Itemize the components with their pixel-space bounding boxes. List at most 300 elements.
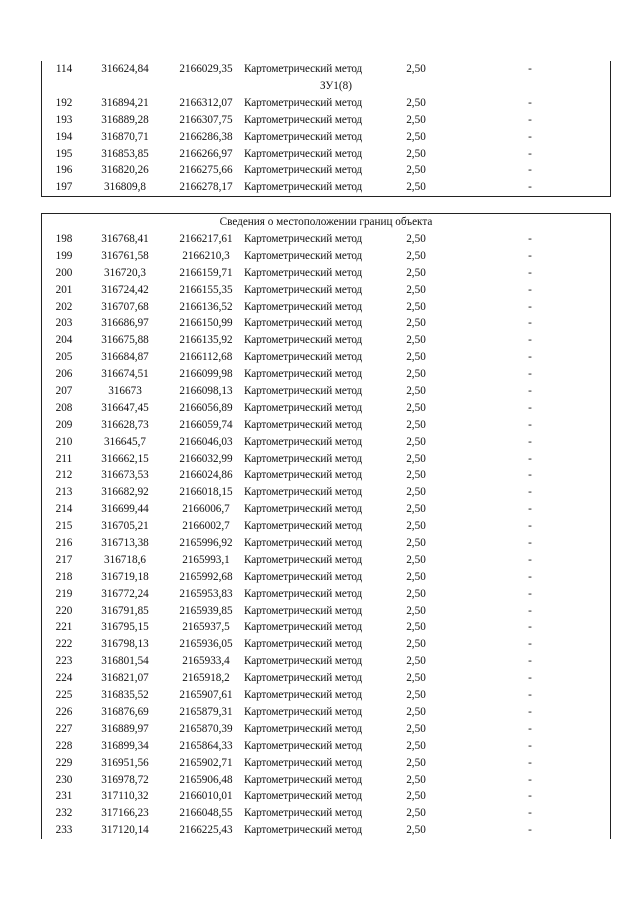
empty-dash: - bbox=[528, 147, 532, 160]
precision-value: 2,50 bbox=[406, 283, 426, 296]
coordinate-x: 316720,3 bbox=[104, 266, 146, 279]
empty-dash: - bbox=[528, 317, 532, 330]
determination-method: Картометрический метод bbox=[244, 486, 363, 499]
empty-dash: - bbox=[528, 469, 532, 482]
point-number: 224 bbox=[55, 672, 73, 685]
coordinate-y: 2166002,7 bbox=[182, 520, 230, 533]
empty-dash: - bbox=[528, 96, 532, 109]
table-row bbox=[42, 619, 610, 636]
table-row bbox=[42, 738, 610, 755]
precision-value: 2,50 bbox=[406, 824, 426, 837]
table-row bbox=[42, 315, 610, 332]
empty-dash: - bbox=[528, 113, 532, 126]
coordinate-x: 316809,8 bbox=[104, 181, 146, 194]
empty-dash: - bbox=[528, 773, 532, 786]
precision-value: 2,50 bbox=[406, 773, 426, 786]
precision-value: 2,50 bbox=[406, 739, 426, 752]
point-number: 196 bbox=[55, 164, 73, 177]
coordinate-x: 316718,6 bbox=[104, 553, 146, 566]
determination-method: Картометрический метод bbox=[244, 164, 363, 177]
coordinate-x: 317120,14 bbox=[101, 824, 149, 837]
determination-method: Картометрический метод bbox=[244, 621, 363, 634]
table-row bbox=[42, 569, 610, 586]
coordinate-y: 2166150,99 bbox=[179, 317, 233, 330]
empty-dash: - bbox=[528, 334, 532, 347]
precision-value: 2,50 bbox=[406, 164, 426, 177]
point-number: 232 bbox=[55, 807, 73, 820]
coordinate-x: 316761,58 bbox=[101, 249, 149, 262]
coordinate-y: 2165936,05 bbox=[179, 638, 233, 651]
point-number: 231 bbox=[55, 790, 73, 803]
point-number: 225 bbox=[55, 689, 73, 702]
point-number: 198 bbox=[55, 233, 73, 245]
coordinate-y: 2165907,61 bbox=[179, 689, 233, 702]
precision-value: 2,50 bbox=[406, 655, 426, 668]
determination-method: Картометрический метод bbox=[244, 233, 363, 245]
determination-method: Картометрический метод bbox=[244, 756, 363, 769]
point-number: 219 bbox=[55, 587, 73, 600]
determination-method: Картометрический метод bbox=[244, 469, 363, 482]
precision-value: 2,50 bbox=[406, 469, 426, 482]
coordinate-x: 316724,42 bbox=[101, 283, 149, 296]
empty-dash: - bbox=[528, 300, 532, 313]
empty-dash: - bbox=[528, 705, 532, 718]
precision-value: 2,50 bbox=[406, 96, 426, 109]
precision-value: 2,50 bbox=[406, 147, 426, 160]
coordinate-x: 316889,28 bbox=[101, 113, 149, 126]
coordinate-x: 316647,45 bbox=[101, 401, 149, 414]
empty-dash: - bbox=[528, 385, 532, 398]
determination-method: Картометрический метод bbox=[244, 266, 363, 279]
coordinates-table-part-1 bbox=[41, 61, 611, 197]
table-row bbox=[42, 434, 610, 451]
precision-value: 2,50 bbox=[406, 385, 426, 398]
coordinate-y: 2165953,83 bbox=[179, 587, 233, 600]
determination-method: Картометрический метод bbox=[244, 249, 363, 262]
determination-method: Картометрический метод bbox=[244, 96, 363, 109]
point-number: 218 bbox=[55, 570, 73, 583]
table-row bbox=[42, 670, 610, 687]
empty-dash: - bbox=[528, 164, 532, 177]
coordinate-x: 316772,24 bbox=[101, 587, 149, 600]
determination-method: Картометрический метод bbox=[244, 300, 363, 313]
table-row bbox=[42, 636, 610, 653]
coordinate-y: 2165939,85 bbox=[179, 604, 233, 617]
coordinate-x: 316821,07 bbox=[101, 672, 149, 685]
coordinate-y: 2166018,15 bbox=[179, 486, 233, 499]
point-number: 227 bbox=[55, 722, 73, 735]
table-row bbox=[42, 112, 610, 129]
empty-dash: - bbox=[528, 722, 532, 735]
empty-dash: - bbox=[528, 520, 532, 533]
precision-value: 2,50 bbox=[406, 756, 426, 769]
point-number: 215 bbox=[55, 520, 73, 533]
determination-method: Картометрический метод bbox=[244, 705, 363, 718]
precision-value: 2,50 bbox=[406, 300, 426, 313]
precision-value: 2,50 bbox=[406, 705, 426, 718]
empty-dash: - bbox=[528, 587, 532, 600]
table-row bbox=[42, 535, 610, 552]
point-number: 197 bbox=[55, 181, 73, 194]
determination-method: Картометрический метод bbox=[244, 604, 363, 617]
coordinate-y: 2166286,38 bbox=[179, 130, 233, 143]
point-number: 229 bbox=[55, 756, 73, 769]
coordinate-x: 317110,32 bbox=[101, 790, 149, 803]
precision-value: 2,50 bbox=[406, 452, 426, 465]
coordinate-x: 316876,69 bbox=[101, 705, 149, 718]
table-row bbox=[42, 265, 610, 282]
coordinate-y: 2166006,7 bbox=[182, 503, 230, 516]
empty-dash: - bbox=[528, 249, 532, 262]
table-row bbox=[42, 162, 610, 179]
precision-value: 2,50 bbox=[406, 181, 426, 194]
empty-dash: - bbox=[528, 266, 532, 279]
point-number: 216 bbox=[55, 537, 73, 550]
coordinate-y: 2166056,89 bbox=[179, 401, 233, 414]
table-row bbox=[42, 704, 610, 721]
determination-method: Картометрический метод bbox=[244, 722, 363, 735]
determination-method: Картометрический метод bbox=[244, 503, 363, 516]
table-row bbox=[42, 349, 610, 366]
table-row bbox=[42, 95, 610, 112]
coordinate-x: 316835,52 bbox=[101, 689, 149, 702]
precision-value: 2,50 bbox=[406, 672, 426, 685]
coordinate-x: 316684,87 bbox=[101, 351, 149, 364]
coordinate-x: 316673 bbox=[108, 385, 142, 398]
coordinate-x: 316699,44 bbox=[101, 503, 149, 516]
point-number: 114 bbox=[55, 63, 73, 75]
coordinate-y: 2165879,31 bbox=[179, 705, 233, 718]
table-row bbox=[42, 755, 610, 772]
table-row bbox=[42, 332, 610, 349]
empty-dash: - bbox=[528, 570, 532, 583]
coordinate-y: 2166278,17 bbox=[179, 181, 233, 194]
point-number: 213 bbox=[55, 486, 73, 499]
empty-dash: - bbox=[528, 739, 532, 752]
precision-value: 2,50 bbox=[406, 503, 426, 516]
point-number: 226 bbox=[55, 705, 73, 718]
coordinate-y: 2166010,01 bbox=[179, 790, 233, 803]
point-number: 221 bbox=[55, 621, 73, 634]
table-row bbox=[42, 129, 610, 146]
coordinate-y: 2166217,61 bbox=[179, 233, 233, 245]
coordinate-x: 316820,26 bbox=[101, 164, 149, 177]
determination-method: Картометрический метод bbox=[244, 520, 363, 533]
determination-method: Картометрический метод bbox=[244, 317, 363, 330]
table-row bbox=[42, 383, 610, 400]
determination-method: Картометрический метод bbox=[244, 570, 363, 583]
empty-dash: - bbox=[528, 824, 532, 837]
point-number: 223 bbox=[55, 655, 73, 668]
precision-value: 2,50 bbox=[406, 233, 426, 245]
table-row bbox=[42, 721, 610, 738]
coordinate-x: 316707,68 bbox=[101, 300, 149, 313]
determination-method: Картометрический метод bbox=[244, 181, 363, 194]
precision-value: 2,50 bbox=[406, 249, 426, 262]
empty-dash: - bbox=[528, 486, 532, 499]
coordinate-y: 2166059,74 bbox=[179, 418, 233, 431]
empty-dash: - bbox=[528, 435, 532, 448]
empty-dash: - bbox=[528, 452, 532, 465]
empty-dash: - bbox=[528, 807, 532, 820]
empty-dash: - bbox=[528, 130, 532, 143]
coordinate-y: 2166024,86 bbox=[179, 469, 233, 482]
point-number: 192 bbox=[55, 96, 73, 109]
determination-method: Картометрический метод bbox=[244, 689, 363, 702]
determination-method: Картометрический метод bbox=[244, 351, 363, 364]
empty-dash: - bbox=[528, 689, 532, 702]
coordinate-y: 2165993,1 bbox=[182, 553, 230, 566]
coordinate-y: 2165906,48 bbox=[179, 773, 233, 786]
point-number: 210 bbox=[55, 435, 73, 448]
point-number: 233 bbox=[55, 824, 73, 837]
coordinate-y: 2166155,35 bbox=[179, 283, 233, 296]
table-row bbox=[42, 61, 610, 78]
determination-method: Картометрический метод bbox=[244, 537, 363, 550]
empty-dash: - bbox=[528, 537, 532, 550]
table-row bbox=[42, 231, 610, 248]
coordinate-x: 316686,97 bbox=[101, 317, 149, 330]
coordinate-x: 316768,41 bbox=[101, 233, 149, 245]
coordinate-x: 316682,92 bbox=[101, 486, 149, 499]
coordinate-y: 2166210,3 bbox=[182, 249, 230, 262]
coordinate-x: 316795,15 bbox=[101, 621, 149, 634]
point-number: 195 bbox=[55, 147, 73, 160]
precision-value: 2,50 bbox=[406, 520, 426, 533]
precision-value: 2,50 bbox=[406, 113, 426, 126]
point-number: 203 bbox=[55, 317, 73, 330]
empty-dash: - bbox=[528, 553, 532, 566]
table-row bbox=[42, 417, 610, 434]
point-number: 214 bbox=[55, 503, 73, 516]
coordinate-x: 316894,21 bbox=[101, 96, 149, 109]
empty-dash: - bbox=[528, 368, 532, 381]
coordinate-y: 2166136,52 bbox=[179, 300, 233, 313]
empty-dash: - bbox=[528, 418, 532, 431]
determination-method: Картометрический метод bbox=[244, 807, 363, 820]
empty-dash: - bbox=[528, 181, 532, 194]
determination-method: Картометрический метод bbox=[244, 452, 363, 465]
determination-method: Картометрический метод bbox=[244, 283, 363, 296]
coordinate-x: 316675,88 bbox=[101, 334, 149, 347]
coordinate-y: 2166135,92 bbox=[179, 334, 233, 347]
point-number: 199 bbox=[55, 249, 73, 262]
point-number: 206 bbox=[55, 368, 73, 381]
table-row bbox=[42, 299, 610, 316]
determination-method: Картометрический метод bbox=[244, 773, 363, 786]
table-row bbox=[42, 788, 610, 805]
determination-method: Картометрический метод bbox=[244, 334, 363, 347]
coordinate-y: 2165918,2 bbox=[182, 672, 230, 685]
table-row bbox=[42, 501, 610, 518]
precision-value: 2,50 bbox=[406, 537, 426, 550]
empty-dash: - bbox=[528, 655, 532, 668]
point-number: 209 bbox=[55, 418, 73, 431]
empty-dash: - bbox=[528, 401, 532, 414]
coordinate-y: 2165864,33 bbox=[179, 739, 233, 752]
precision-value: 2,50 bbox=[406, 130, 426, 143]
coordinate-x: 316673,53 bbox=[101, 469, 149, 482]
determination-method: Картометрический метод bbox=[244, 790, 363, 803]
empty-dash: - bbox=[528, 756, 532, 769]
coordinate-y: 2166225,43 bbox=[179, 824, 233, 837]
coordinate-x: 316951,56 bbox=[101, 756, 149, 769]
determination-method: Картометрический метод bbox=[244, 638, 363, 651]
empty-dash: - bbox=[528, 621, 532, 634]
precision-value: 2,50 bbox=[406, 807, 426, 820]
precision-value: 2,50 bbox=[406, 486, 426, 499]
table-row bbox=[42, 484, 610, 501]
coordinate-x: 316978,72 bbox=[101, 773, 149, 786]
point-number: 207 bbox=[55, 385, 73, 398]
coordinate-x: 316705,21 bbox=[101, 520, 149, 533]
coordinate-x: 316798,13 bbox=[101, 638, 149, 651]
coordinate-x: 316801,54 bbox=[101, 655, 149, 668]
point-number: 230 bbox=[55, 773, 73, 786]
coordinate-y: 2166307,75 bbox=[179, 113, 233, 126]
table-row bbox=[42, 282, 610, 299]
table-body-2 bbox=[42, 231, 610, 839]
determination-method: Картометрический метод bbox=[244, 587, 363, 600]
determination-method: Картометрический метод bbox=[244, 655, 363, 668]
table-row bbox=[42, 687, 610, 704]
determination-method: Картометрический метод bbox=[244, 368, 363, 381]
table-row bbox=[42, 805, 610, 822]
determination-method: Картометрический метод bbox=[244, 401, 363, 414]
coordinate-x: 316870,71 bbox=[101, 130, 149, 143]
precision-value: 2,50 bbox=[406, 621, 426, 634]
determination-method: Картометрический метод bbox=[244, 63, 363, 75]
coordinate-y: 2166098,13 bbox=[179, 385, 233, 398]
precision-value: 2,50 bbox=[406, 638, 426, 651]
precision-value: 2,50 bbox=[406, 553, 426, 566]
empty-dash: - bbox=[528, 351, 532, 364]
empty-dash: - bbox=[528, 283, 532, 296]
point-number: 228 bbox=[55, 739, 73, 752]
coordinate-y: 2166266,97 bbox=[179, 147, 233, 160]
precision-value: 2,50 bbox=[406, 351, 426, 364]
table-row bbox=[42, 467, 610, 484]
table-row bbox=[42, 518, 610, 535]
precision-value: 2,50 bbox=[406, 722, 426, 735]
table-row bbox=[42, 603, 610, 620]
coordinate-x: 316791,85 bbox=[101, 604, 149, 617]
parcel-subheading: ЗУ1(8) bbox=[320, 79, 352, 92]
precision-value: 2,50 bbox=[406, 317, 426, 330]
determination-method: Картометрический метод bbox=[244, 672, 363, 685]
precision-value: 2,50 bbox=[406, 266, 426, 279]
point-number: 212 bbox=[55, 469, 73, 482]
precision-value: 2,50 bbox=[406, 368, 426, 381]
table-row bbox=[42, 146, 610, 163]
table-row bbox=[42, 400, 610, 417]
point-number: 201 bbox=[55, 283, 73, 296]
empty-dash: - bbox=[528, 604, 532, 617]
coordinate-x: 316624,84 bbox=[101, 63, 149, 75]
coordinate-y: 2165992,68 bbox=[179, 570, 233, 583]
empty-dash: - bbox=[528, 638, 532, 651]
coordinate-x: 316628,73 bbox=[101, 418, 149, 431]
table-row bbox=[42, 179, 610, 196]
empty-dash: - bbox=[528, 233, 532, 245]
precision-value: 2,50 bbox=[406, 63, 426, 75]
coordinate-x: 316719,18 bbox=[101, 570, 149, 583]
precision-value: 2,50 bbox=[406, 570, 426, 583]
coordinate-y: 2166159,71 bbox=[179, 266, 233, 279]
coordinate-y: 2166099,98 bbox=[179, 368, 233, 381]
point-number: 211 bbox=[55, 452, 73, 465]
determination-method: Картометрический метод bbox=[244, 824, 363, 837]
coordinate-x: 316662,15 bbox=[101, 452, 149, 465]
coordinate-y: 2165870,39 bbox=[179, 722, 233, 735]
coordinate-y: 2166046,03 bbox=[179, 435, 233, 448]
precision-value: 2,50 bbox=[406, 401, 426, 414]
empty-dash: - bbox=[528, 63, 532, 75]
coordinate-y: 2165902,71 bbox=[179, 756, 233, 769]
table-row bbox=[42, 586, 610, 603]
determination-method: Картометрический метод bbox=[244, 435, 363, 448]
coordinate-x: 316899,34 bbox=[101, 739, 149, 752]
empty-dash: - bbox=[528, 790, 532, 803]
coordinates-table-part-2 bbox=[41, 213, 611, 839]
table-row bbox=[42, 366, 610, 383]
coordinate-x: 316674,51 bbox=[101, 368, 149, 381]
determination-method: Картометрический метод bbox=[244, 130, 363, 143]
coordinate-y: 2165937,5 bbox=[182, 621, 230, 634]
table-row bbox=[42, 552, 610, 569]
empty-dash: - bbox=[528, 503, 532, 516]
precision-value: 2,50 bbox=[406, 689, 426, 702]
point-number: 200 bbox=[55, 266, 73, 279]
coordinate-y: 2166032,99 bbox=[179, 452, 233, 465]
precision-value: 2,50 bbox=[406, 334, 426, 347]
point-number: 217 bbox=[55, 553, 73, 566]
table-row bbox=[42, 653, 610, 670]
coordinate-x: 316853,85 bbox=[101, 147, 149, 160]
coordinate-y: 2166275,66 bbox=[179, 164, 233, 177]
precision-value: 2,50 bbox=[406, 587, 426, 600]
table-row bbox=[42, 822, 610, 839]
table-row bbox=[42, 772, 610, 789]
precision-value: 2,50 bbox=[406, 418, 426, 431]
coordinate-y: 2166312,07 bbox=[179, 96, 233, 109]
determination-method: Картометрический метод bbox=[244, 553, 363, 566]
table-row bbox=[42, 248, 610, 265]
determination-method: Картометрический метод bbox=[244, 385, 363, 398]
coordinate-x: 316889,97 bbox=[101, 722, 149, 735]
point-number: 220 bbox=[55, 604, 73, 617]
precision-value: 2,50 bbox=[406, 435, 426, 448]
determination-method: Картометрический метод bbox=[244, 113, 363, 126]
precision-value: 2,50 bbox=[406, 790, 426, 803]
coordinate-x: 316645,7 bbox=[104, 435, 146, 448]
point-number: 194 bbox=[55, 130, 73, 143]
determination-method: Картометрический метод bbox=[244, 739, 363, 752]
determination-method: Картометрический метод bbox=[244, 147, 363, 160]
coordinate-x: 317166,23 bbox=[101, 807, 149, 820]
point-number: 205 bbox=[55, 351, 73, 364]
point-number: 208 bbox=[55, 401, 73, 414]
point-number: 193 bbox=[55, 113, 73, 126]
table-row bbox=[42, 451, 610, 468]
point-number: 222 bbox=[55, 638, 73, 651]
coordinate-y: 2165996,92 bbox=[179, 537, 233, 550]
coordinate-x: 316713,38 bbox=[101, 537, 149, 550]
empty-dash: - bbox=[528, 672, 532, 685]
precision-value: 2,50 bbox=[406, 604, 426, 617]
table-body-1 bbox=[42, 95, 610, 196]
point-number: 202 bbox=[55, 300, 73, 313]
